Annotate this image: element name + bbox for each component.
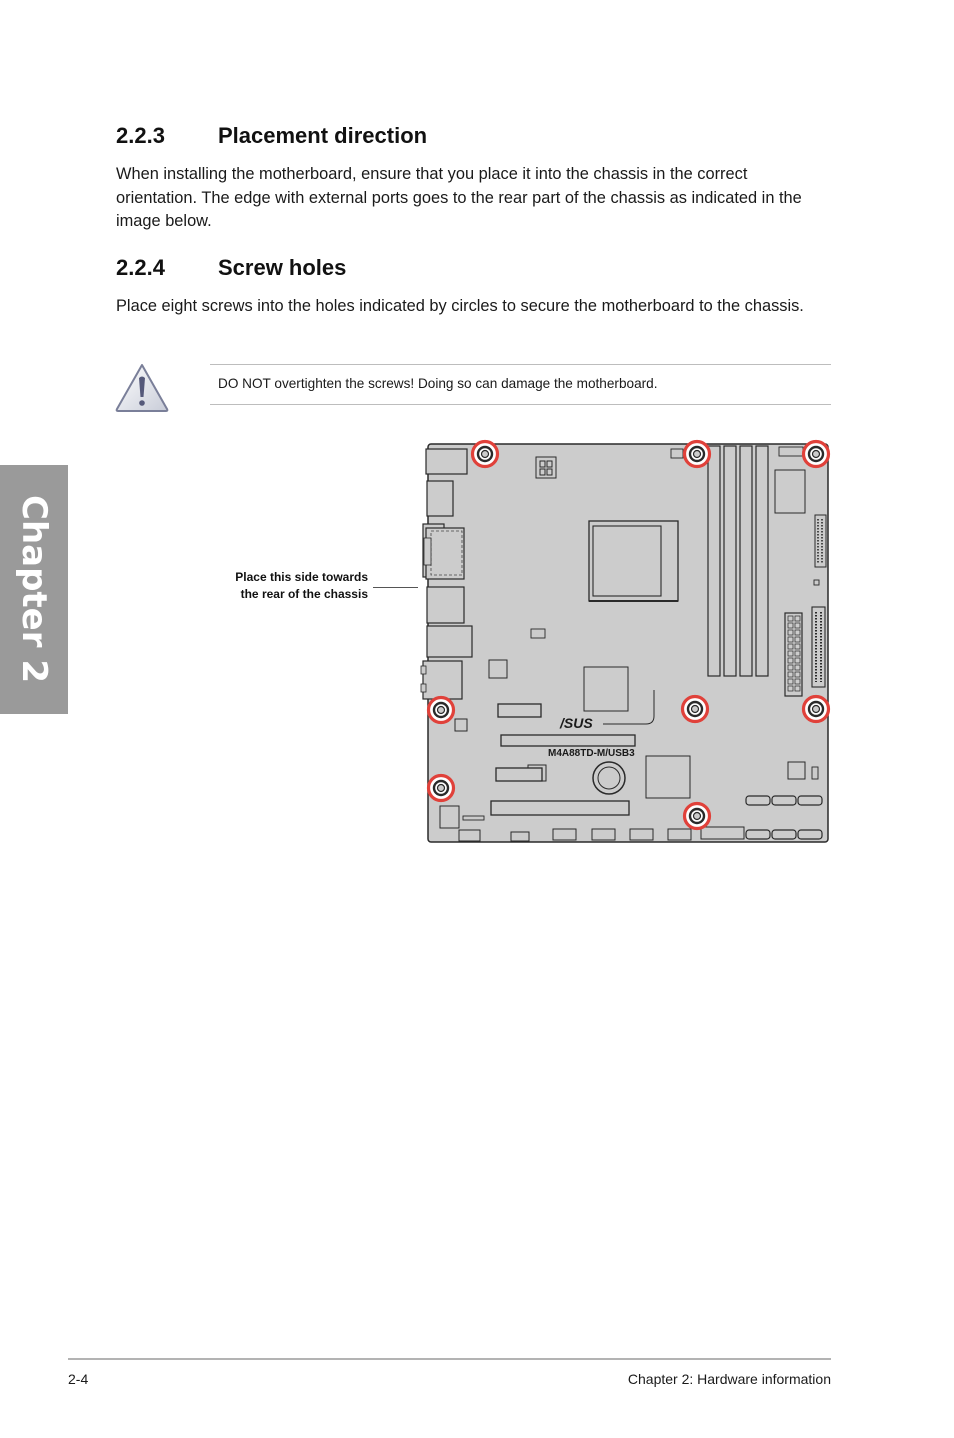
rear-side-callout (200, 569, 368, 603)
io-chip (646, 756, 690, 798)
section-heading-screw-holes (116, 255, 346, 281)
screw-hole-8 (685, 804, 710, 829)
board-model-label: M4A88TD-M/USB3 (548, 748, 635, 759)
screw-hole-6 (804, 697, 829, 722)
screw-hole-2 (685, 442, 710, 467)
placement-direction-paragraph: When installing the motherboard, ensure that you place it into the chassis in the correct orientation. The edge with external ports goes to the rear part of the chassis as indicated in the image below. (116, 165, 802, 230)
section-number: 2.2.4 (116, 255, 165, 280)
asus-logo: /SUS (560, 715, 593, 731)
section-title: Screw holes (218, 255, 347, 280)
section-heading-placement-direction (116, 123, 427, 149)
caution-note (210, 364, 831, 405)
screw-hole-4 (429, 698, 454, 723)
motherboard-diagram (405, 436, 835, 848)
footer-chapter-label: Chapter 2: Hardware information (627, 1371, 831, 1387)
northbridge-chip (584, 667, 628, 711)
screw-hole-1 (473, 442, 498, 467)
screw-holes-paragraph: Place eight screws into the holes indicated by circles to secure the motherboard to the chassis. (116, 297, 804, 315)
screw-hole-3 (804, 442, 829, 467)
chip-ic (775, 470, 805, 513)
section-title: Placement direction (218, 123, 428, 148)
warning-triangle-icon (114, 362, 170, 414)
footer-page-number: 2-4 (68, 1371, 89, 1387)
callout-line-1: Place this side towards (235, 570, 368, 584)
screw-hole-7 (429, 776, 454, 801)
footer-rule (68, 1358, 831, 1360)
cpu-socket (589, 521, 678, 601)
callout-line-2: the rear of the chassis (240, 587, 368, 601)
chapter-tab-label: Chapter 2 (14, 494, 54, 684)
chapter-side-tab (0, 465, 68, 714)
screw-hole-5 (683, 697, 708, 722)
atx-12v-connector (536, 457, 556, 478)
atx-power-connector (785, 613, 802, 696)
ide-connector (812, 607, 825, 687)
floppy-connector (815, 515, 826, 567)
caution-text: DO NOT overtighten the screws! Doing so can damage the motherboard. (218, 376, 658, 391)
cmos-battery (593, 762, 625, 794)
section-number: 2.2.3 (116, 123, 165, 148)
